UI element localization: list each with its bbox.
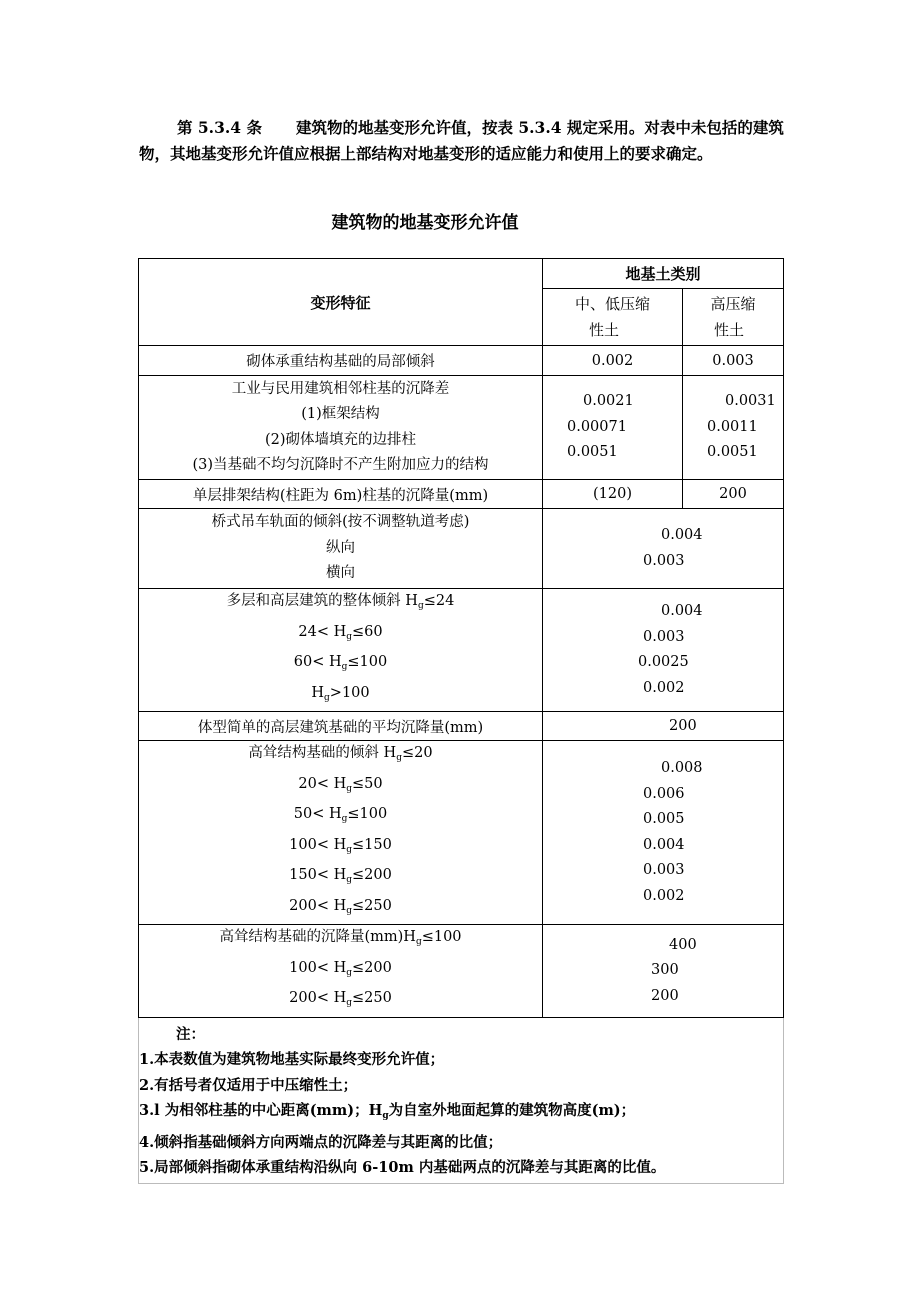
row4-feature	[139, 509, 543, 589]
row5-value: 0.0025	[638, 654, 689, 670]
row5-line: $24< H_g\le 60$	[298, 623, 383, 642]
row4-values	[543, 509, 784, 589]
row2-line: 工业与民用建筑相邻柱基的沉降差	[231, 380, 450, 397]
header-mid-low-line1: 中、低压缩	[574, 295, 650, 313]
row7-line: $20< H_g\le 50$	[298, 775, 383, 794]
row5-line: 多层和高层建筑的整体倾斜 $H_g\le 24$	[226, 593, 455, 611]
row2-mid-value: 0.0021	[583, 393, 634, 410]
row1-mid: 0.002	[543, 346, 683, 376]
row8-line: $200< H_g\le 250$	[289, 990, 392, 1008]
table-row	[139, 712, 784, 741]
row5-feature	[139, 589, 543, 712]
row7-line: $200< H_g\le 250$	[289, 897, 392, 916]
header-high-line1: 高压缩	[710, 295, 756, 313]
row4-value: 0.003	[643, 552, 685, 569]
row5-value: 0.004	[661, 603, 703, 619]
row7-value: 0.003	[643, 862, 685, 878]
row5-line: $H_g>100$	[311, 684, 370, 703]
row7-value: 0.006	[643, 785, 685, 802]
row3-feature: 单层排架结构(柱距为 6m)柱基的沉降量(mm)	[139, 480, 543, 509]
notes-title: 注：	[176, 1025, 205, 1043]
row7-line: $150< H_g\le 200$	[289, 867, 392, 885]
header-mid-low-line2: 性土	[589, 321, 620, 339]
row6-value: 200	[543, 712, 784, 741]
row7-value: 0.002	[643, 887, 685, 904]
row2-high-value: 0.0051	[707, 444, 758, 461]
intro-paragraph	[139, 115, 784, 167]
row8-line: $100< H_g\le 200$	[289, 959, 392, 978]
table-row	[139, 925, 784, 1018]
row2-mid-value: 0.00071	[567, 418, 627, 435]
row2-line: (1)框架结构	[301, 406, 380, 422]
row1-high: 0.003	[683, 346, 784, 376]
row3-mid: (120)	[543, 480, 683, 509]
note-item: 3.l 为相邻柱基的中心距离(mm)；$H_g$为自室外地面起算的建筑物高度(m)；	[139, 1102, 636, 1121]
row7-feature	[139, 741, 543, 925]
row4-value: 0.004	[661, 527, 703, 543]
table-row	[139, 589, 784, 712]
header-feature: 变形特征	[139, 259, 543, 346]
notes-row	[139, 1017, 784, 1183]
row4-line: 横向	[326, 565, 355, 582]
row7-value: 0.008	[661, 760, 703, 776]
row2-high	[683, 376, 784, 480]
row2-high-value: 0.0031	[725, 393, 776, 410]
row8-value: 300	[651, 962, 679, 978]
row2-feature	[139, 376, 543, 480]
row7-values	[543, 741, 784, 925]
row7-value: 0.004	[643, 836, 685, 853]
row7-line: $100< H_g\le 150$	[289, 836, 392, 855]
header-high	[683, 289, 784, 346]
table-row	[139, 376, 784, 480]
deformation-table	[138, 258, 784, 1184]
row8-value: 400	[669, 936, 697, 953]
table-row	[139, 346, 784, 376]
row2-high-value: 0.0011	[707, 418, 758, 435]
row8-value: 200	[651, 987, 679, 1004]
note-item: 5.局部倾斜指砌体承重结构沿纵向 6-10m 内基础两点的沉降差与其距离的比值。	[139, 1159, 666, 1176]
row1-feature: 砌体承重结构基础的局部倾斜	[139, 346, 543, 376]
header-soil-type: 地基土类别	[543, 259, 784, 289]
note-item: 2.有括号者仅适用于中压缩性土；	[139, 1076, 358, 1094]
row8-values	[543, 925, 784, 1018]
row8-line: 高耸结构基础的沉降量$(mm)H_g\le 100$	[219, 929, 462, 947]
row3-high: 200	[683, 480, 784, 509]
table-row	[139, 480, 784, 509]
row2-mid	[543, 376, 683, 480]
row8-feature	[139, 925, 543, 1018]
header-mid-low	[543, 289, 683, 346]
row2-line: (2)砌体墙填充的边排柱	[264, 431, 417, 448]
table-row	[139, 741, 784, 925]
notes	[139, 1017, 784, 1183]
row4-line: 纵向	[326, 539, 355, 556]
note-item: 1.本表数值为建筑物地基实际最终变形允许值；	[139, 1051, 445, 1068]
row5-values	[543, 589, 784, 712]
note-item: 4.倾斜指基础倾斜方向两端点的沉降差与其距离的比值；	[139, 1133, 503, 1151]
row7-value: 0.005	[643, 811, 685, 827]
row2-line: (3)当基础不均匀沉降时不产生附加应力的结构	[192, 457, 489, 473]
row5-value: 0.003	[643, 628, 685, 645]
table-row	[139, 509, 784, 589]
row7-line: $50< H_g\le 100$	[293, 806, 388, 824]
row7-line: 高耸结构基础的倾斜 $H_g\le 20$	[248, 745, 433, 763]
row5-value: 0.002	[643, 679, 685, 696]
row6-feature: 体型简单的高层建筑基础的平均沉降量(mm)	[139, 712, 543, 741]
header-high-line2: 性土	[714, 321, 745, 339]
clause-number: 第 5.3.4 条	[177, 118, 262, 137]
row4-line: 桥式吊车轨面的倾斜(按不调整轨道考虑)	[211, 514, 470, 531]
row5-line: $60< H_g\le 100$	[293, 654, 388, 672]
row2-mid-value: 0.0051	[567, 444, 618, 461]
clause-text: 建筑物的地基变形允许值，按表 5.3.4 规定采用。对表中未包括的建筑物，其地基变形允许值应根据上部结构对地基变形的适应能力和使用上的要求确定。	[139, 118, 784, 163]
table-title: 建筑物的地基变形允许值	[331, 213, 519, 233]
